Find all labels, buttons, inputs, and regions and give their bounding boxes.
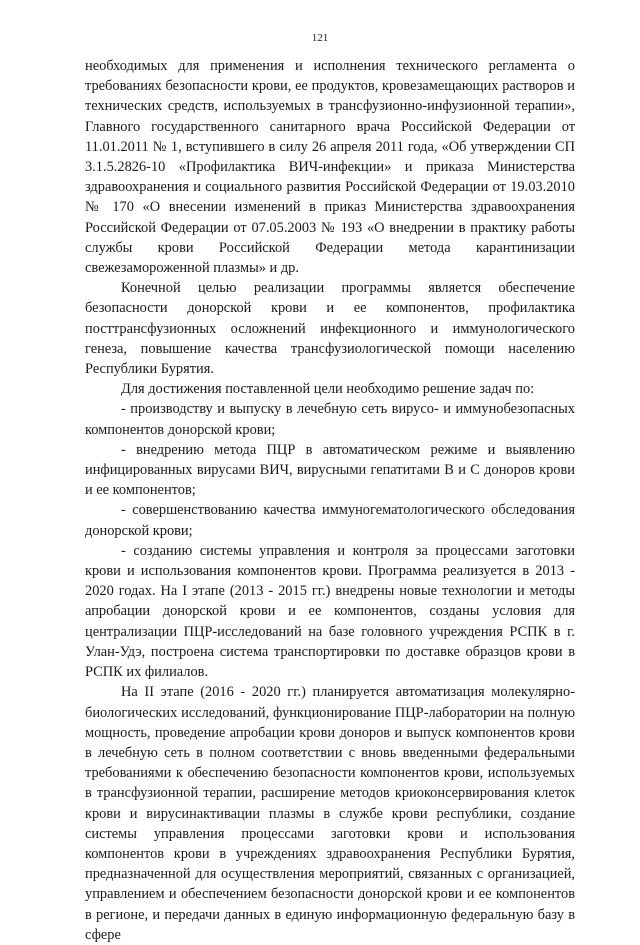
page-body (85, 56, 575, 945)
list-item-task: - внедрению метода ПЦР в автоматическом режиме и выявлению инфицированных вирусами ВИЧ, вирусными гепатитами В и С доноров крови и ее компонентов; (85, 441, 575, 499)
list-item-task: - совершенствованию качества иммуногематологического обследования донорской крови; (85, 502, 575, 539)
list-item-task: - созданию системы управления и контроля за процессами заготовки крови и использования компонентов крови. Программа реализуется в 2013 - 2020 годах. На I этапе (2013 - 2015 гг.) внедрены новые технологии и методы апробации донорской крови и ее компонентов, созданы условия для централизации ПЦР-исследований на базе головного учреждения РСПК в г. Улан-Удэ, построена система транспортировки по доставке образцов крови в РСПК их филиалов. (85, 542, 575, 681)
list-item-task: - производству и выпуску в лечебную сеть вирусо- и иммунобезопасных компонентов донорской крови; (85, 401, 575, 438)
paragraph-tasks-intro: Для достижения поставленной цели необходимо решение задач по: (121, 381, 535, 398)
paragraph-stage-two: На II этапе (2016 - 2020 гг.) планируется автоматизация молекулярно-биологических исследований, функционирование ПЦР-лаборатории на полную мощность, проведение апробации крови доноров и выпуск компонентов крови в лечебную сеть в полном соответствии с вновь введенными федеральными требованиями к обеспечению безопасности компонентов крови, используемых в трансфузионной терапии, расширение методов криоконсервирования клеток крови и вирусинактивации плазмы в службе крови республики, создание системы управления процессами заготовки крови и использования компонентов крови в учреждениях здравоохранения Республики Бурятия, предназначенной для осуществления мероприятий, связанных с организацией, управлением и обеспечением безопасности донорской крови и ее компонентов в регионе, и передачи данных в единую информационную федеральную базу в сфере (85, 684, 575, 943)
paragraph-program-goal: Конечной целью реализации программы является обеспечение безопасности донорской крови и ее компонентов, профилактика посттрансфузионных осложнений инфекционного и иммунологического генеза, повышение качества трансфузиологической помощи населению Республики Бурятия. (85, 280, 575, 378)
paragraph-continuation: необходимых для применения и исполнения технического регламента о требованиях безопасности крови, ее продуктов, кровезамещающих растворов и технических средств, используемых в трансфузионно-инфузионной терапии», Главного государственного санитарного врача Российской Федерации от 11.01.2011 № 1, вступившего в силу 26 апреля 2011 года, «Об утверждении СП 3.1.5.2826-10 «Профилактика ВИЧ-инфекции» и приказа Министерства здравоохранения и социального развития Российской Федерации от 19.03.2010 № 170 «О внесении изменений в приказ Министерства здравоохранения Российской Федерации от 07.05.2003 № 193 «О внедрении в практику работы службы крови Российской Федерации метода карантинизации свежезамороженной плазмы» и др. (85, 58, 575, 277)
page-number: 121 (311, 32, 329, 44)
